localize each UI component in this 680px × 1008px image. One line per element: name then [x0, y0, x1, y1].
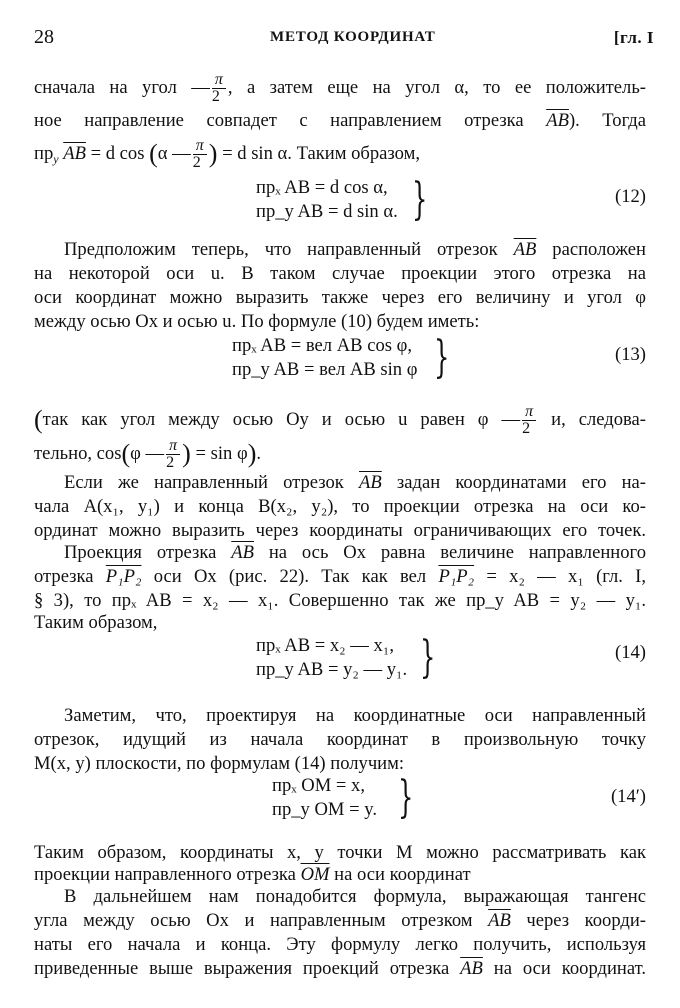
text-line: $пр_y$ $\overline{AB} = d$ cos (α — $\frac{\pi}{2}$ ) = d sin α. Таким образом,	[34, 137, 421, 171]
formula-13-line-1: прₓ AB = вел AB cos φ,	[232, 335, 413, 356]
text-line: отрезок, идущий из начала координат в произвольную точку	[34, 729, 646, 750]
text-segment: ное направление совпадет с направлением отрезка	[34, 110, 547, 131]
vector-ab: $\overline{AB}$	[359, 472, 382, 493]
right-brace: }	[434, 332, 450, 383]
equation-number-14: (14)	[615, 642, 646, 663]
text-segment: сначала на угол —	[34, 76, 210, 98]
equation-number-14-prime: (14′)	[610, 786, 646, 807]
vector-ab: $\overline{AB}$	[231, 542, 254, 563]
text-line: проекции направленного отрезка $\overline{OM}$ на оси координат	[34, 864, 471, 885]
right-brace: }	[398, 772, 414, 823]
text-line: чала A(x₁, y₁) и конца B(x₂, y₂), то проекции отрезка на оси ко-	[34, 496, 646, 517]
text-line: между осью Ox и осью u. По формуле (10) будем иметь:	[34, 311, 480, 332]
text-line: M(x, y) плоскости, по формулам (14) получим:	[34, 753, 405, 774]
formula-14p-line-2: пр_y OM = y.	[272, 799, 377, 820]
right-brace: }	[412, 174, 428, 225]
running-title: МЕТОД КООРДИНАТ	[270, 29, 436, 45]
vector-ab: $\overline{AB}$	[513, 239, 537, 260]
formula-14-line-1: прₓ AB = x₂ — x₁,	[256, 635, 394, 656]
text-line: Предположим теперь, что направленный отрезок $\overline{AB}$ расположен	[64, 239, 647, 260]
formula-12-line-1: прₓ AB = d cos α,	[256, 177, 388, 198]
fraction: $\frac{\pi}{2}$	[212, 72, 226, 105]
text-line: отрезка P₁P₂ оси Ox (рис. 22). Так как вел P₁P₂ = x₂ — x₁ (гл. I,	[34, 566, 646, 587]
text-segment: , а затем еще на угол α, то ее положитель-	[227, 76, 646, 98]
equation-number-13: (13)	[615, 344, 646, 365]
page-header	[34, 26, 654, 54]
vector-om: $\overline{OM}$	[300, 864, 330, 885]
text-line	[34, 72, 646, 105]
page-number: 28	[34, 26, 54, 48]
text-line: § 3), то прₓ AB = x₂ — x₁. Совершенно так же пр_y AB = y₂ — y₁.	[34, 590, 646, 611]
right-brace: }	[420, 632, 436, 683]
text-line: (так как угол между осью Oy и осью u равен φ — $\frac{\pi}{2}$ и, следова-	[34, 403, 646, 437]
text-line	[34, 108, 646, 134]
text-line: Заметим, что, проектируя на координатные оси направленный	[64, 705, 646, 726]
formula-12-line-2: пр_y AB = d sin α.	[256, 201, 398, 222]
vector-p1p2: P₁P₂	[438, 566, 475, 587]
formula-14p-line-1: прₓ OM = x,	[272, 775, 365, 796]
text-line: В дальнейшем нам понадобится формула, выражающая тангенс	[64, 886, 646, 907]
vector-ab: $\overline{AB}$	[63, 142, 86, 164]
text-line: на некоторой оси u. В таком случае проекции этого отрезка на	[34, 263, 646, 284]
vector-ab: $\overline{AB}$	[488, 910, 511, 931]
text-line: приведенные выше выражения проекций отрезка $\overline{AB}$ на оси координат.	[34, 958, 647, 979]
chapter-marker: [гл. I	[613, 28, 654, 47]
formula-14-line-2: пр_y AB = y₂ — y₁.	[256, 659, 408, 680]
text-line: Проекция отрезка $\overline{AB}$ на ось Ox равна величине направленного	[64, 542, 646, 563]
text-line: Таким образом, координаты x, y точки M можно рассматривать как	[34, 842, 646, 863]
text-line: угла между осью Ox и направленным отрезком $\overline{AB}$ через коорди-	[34, 910, 646, 931]
vector-ab: $\overline{AB}$	[460, 958, 483, 979]
text-line: Если же направленный отрезок $\overline{AB}$ задан координатами его на-	[64, 472, 646, 493]
vector-ab: $\overline{AB}$	[546, 110, 569, 131]
text-line: ординат можно выразить через координаты ограничивающих его точек.	[34, 520, 646, 541]
text-line: наты его начала и конца. Эту формулу легко получить, используя	[34, 934, 646, 955]
text-line: тельно, cos(φ — $\frac{\pi}{2}$ ) = sin φ).	[34, 437, 262, 471]
equation-number-12: (12)	[615, 186, 646, 207]
text-line: оси координат можно выразить также через его величину и угол φ	[34, 287, 646, 308]
text-line: Таким образом,	[34, 612, 158, 633]
text-segment: ). Тогда	[568, 110, 646, 131]
formula-13-line-2: пр_y AB = вел AB sin φ	[232, 359, 418, 380]
vector-p1p2: P₁P₂	[105, 566, 142, 587]
